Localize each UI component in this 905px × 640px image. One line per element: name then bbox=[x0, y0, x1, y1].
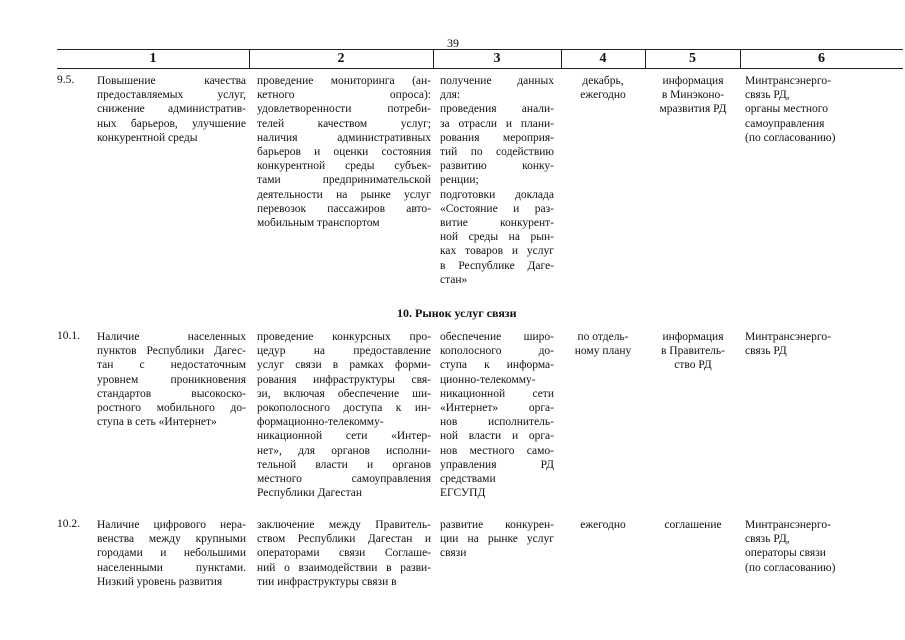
cell-line: конкурентной среды субъек- bbox=[257, 160, 431, 173]
cell-line: тами предпринимательской bbox=[257, 174, 431, 187]
cell-line: информация bbox=[662, 331, 724, 343]
document-cell bbox=[647, 74, 739, 117]
cell-line: в Минэконо- bbox=[661, 89, 725, 102]
cell-line: проведение конкурсных про- bbox=[257, 331, 431, 343]
column-header-4: 4 bbox=[599, 51, 607, 66]
cell-line: цедур на предоставление bbox=[257, 345, 431, 358]
cell-line: декабрь, bbox=[582, 75, 624, 87]
result-cell bbox=[440, 518, 554, 561]
cell-line: рокополосного доступа к ин- bbox=[257, 402, 431, 415]
cell-line: подготовки доклада bbox=[440, 188, 554, 201]
cell-line: тан с недостаточным bbox=[97, 359, 246, 372]
cell-line: информация bbox=[662, 75, 724, 87]
cell-line: ционно-телекомму- bbox=[440, 373, 536, 386]
cell-line: получение данных bbox=[440, 75, 554, 87]
result-cell bbox=[440, 330, 554, 500]
cell-line: проведение мониторинга (ан- bbox=[257, 75, 431, 87]
cell-line: населенными пунктами. bbox=[97, 561, 246, 574]
cell-line: наличия административных bbox=[257, 131, 431, 144]
cell-line: формационно-телекомму- bbox=[257, 416, 384, 429]
cell-line: управления РД bbox=[440, 458, 554, 471]
cell-line: «Интернет» орга- bbox=[440, 402, 554, 415]
cell-line: рования мероприя- bbox=[440, 131, 554, 144]
cell-line: в Правитель- bbox=[661, 345, 725, 358]
cell-line: ной среды на рын- bbox=[440, 231, 554, 244]
cell-line: связь РД, bbox=[745, 533, 790, 546]
problem-cell bbox=[97, 74, 246, 145]
cell-line: Республики Дагестан bbox=[257, 487, 362, 500]
column-header-2: 2 bbox=[337, 51, 345, 66]
cell-line: уровнем проникновения bbox=[97, 373, 246, 386]
cell-line: связь РД bbox=[745, 345, 787, 358]
cell-line: рования инфраструктуры свя- bbox=[257, 373, 431, 386]
cell-line: (по согласованию) bbox=[745, 561, 836, 574]
measure-cell bbox=[257, 330, 431, 500]
row-number: 10.1. bbox=[57, 330, 80, 342]
cell-line: ции на рынке услуг bbox=[440, 533, 554, 546]
cell-line: ростного мобильного до- bbox=[97, 402, 246, 415]
cell-line: Наличие цифрового нера- bbox=[97, 519, 246, 531]
cell-line: нет», для органов исполни- bbox=[257, 444, 431, 457]
cell-line: соглашение bbox=[664, 519, 722, 531]
deadline-cell bbox=[563, 74, 643, 102]
cell-line: ных барьеров, улучшение bbox=[97, 117, 246, 130]
cell-line: местного самоуправления bbox=[257, 473, 431, 486]
cell-line: проведения анали- bbox=[440, 103, 554, 116]
cell-line: обеспечение широ- bbox=[440, 331, 554, 343]
column-header-6: 6 bbox=[818, 51, 825, 66]
row-number: 9.5. bbox=[57, 74, 75, 86]
cell-line: ство РД bbox=[674, 359, 712, 372]
cell-line: связь РД, bbox=[745, 89, 790, 102]
cell-line: никационной сети «Интер- bbox=[257, 430, 431, 443]
cell-line: (по согласованию) bbox=[745, 131, 836, 144]
cell-line: средствами bbox=[440, 473, 496, 486]
cell-line: ступа в сеть «Интернет» bbox=[97, 416, 217, 429]
cell-line: зи, включая обеспечение ши- bbox=[257, 387, 431, 400]
cell-line: «Состояние и раз- bbox=[440, 202, 554, 215]
cell-line: связи bbox=[440, 547, 467, 560]
deadline-cell bbox=[563, 330, 643, 358]
cell-line: тии инфраструктуры связи в bbox=[257, 575, 397, 588]
cell-line: удовлетворенности потреби- bbox=[257, 103, 431, 116]
cell-line: витие конкурент- bbox=[440, 217, 554, 230]
cell-line: самоуправления bbox=[745, 117, 825, 130]
cell-line: ством Республики Дагестан и bbox=[257, 533, 431, 546]
cell-line: мобильным транспортом bbox=[257, 217, 380, 230]
cell-line: перевозок пассажиров авто- bbox=[257, 202, 431, 215]
problem-cell bbox=[97, 518, 246, 589]
cell-line: кетного опроса): bbox=[257, 89, 431, 102]
cell-line: операторами связи Соглаше- bbox=[257, 547, 431, 560]
cell-line: ежегодно bbox=[580, 519, 626, 531]
cell-line: Минтрансэнерго- bbox=[745, 519, 831, 531]
result-cell bbox=[440, 74, 554, 287]
responsible-cell bbox=[745, 518, 895, 575]
cell-line: развитие конкурен- bbox=[440, 519, 554, 531]
cell-line: венства между крупными bbox=[97, 533, 246, 546]
cell-line: ренции; bbox=[440, 174, 479, 187]
cell-line: стандартов высокоско- bbox=[97, 387, 246, 400]
cell-line: ний о взаимодействии в разви- bbox=[257, 561, 431, 574]
cell-line: в Республике Даге- bbox=[440, 259, 554, 272]
cell-line: предоставляемых услуг, bbox=[97, 89, 246, 102]
cell-line: по отдель- bbox=[577, 331, 629, 343]
section-title: 10. Рынок услуг связи bbox=[397, 306, 517, 320]
measure-cell bbox=[257, 518, 431, 589]
column-header-5: 5 bbox=[689, 51, 696, 66]
cell-line: Минтрансэнерго- bbox=[745, 75, 831, 87]
cell-line: ЕГСУПД bbox=[440, 487, 486, 500]
cell-line: телей качеством услуг; bbox=[257, 117, 431, 130]
page-number: 39 bbox=[447, 36, 459, 50]
cell-line: органы местного bbox=[745, 103, 828, 116]
column-header-3: 3 bbox=[493, 51, 501, 66]
cell-line: конкурентной среды bbox=[97, 131, 198, 144]
cell-line: тий по содействию bbox=[440, 146, 554, 159]
row-number: 10.2. bbox=[57, 518, 80, 530]
cell-line: кополосного до- bbox=[440, 345, 554, 358]
cell-line: стан» bbox=[440, 273, 468, 286]
cell-line: никационной сети bbox=[440, 387, 554, 400]
cell-line: Повышение качества bbox=[97, 75, 246, 87]
deadline-cell bbox=[563, 518, 643, 532]
cell-line: барьеров и оценки состояния bbox=[257, 146, 431, 159]
cell-line: Наличие населенных bbox=[97, 331, 246, 343]
cell-line: ному плану bbox=[574, 345, 632, 358]
cell-line: нов местного само- bbox=[440, 444, 554, 457]
cell-line: нов исполнитель- bbox=[440, 416, 554, 429]
cell-line: деятельности на рынке услуг bbox=[257, 188, 431, 201]
cell-line: заключение между Правитель- bbox=[257, 519, 431, 531]
problem-cell bbox=[97, 330, 246, 429]
cell-line: операторы связи bbox=[745, 547, 826, 560]
table-header-bottom-rule bbox=[57, 68, 903, 69]
document-cell bbox=[647, 330, 739, 373]
cell-line: ежегодно bbox=[580, 89, 626, 102]
document-cell bbox=[647, 518, 739, 532]
cell-line: городами и небольшими bbox=[97, 547, 246, 560]
cell-line: ступа к информа- bbox=[440, 359, 554, 372]
measure-cell bbox=[257, 74, 431, 230]
cell-line: тельной власти и органов bbox=[257, 458, 431, 471]
cell-line: за отрасли и плани- bbox=[440, 117, 554, 130]
cell-line: снижение административ- bbox=[97, 103, 246, 116]
cell-line: мразвития РД bbox=[659, 103, 727, 116]
cell-line: пунктов Республики Дагес- bbox=[97, 345, 246, 358]
cell-line: ках товаров и услуг bbox=[440, 245, 554, 258]
responsible-cell bbox=[745, 330, 895, 358]
cell-line: развитию конку- bbox=[440, 160, 554, 173]
table-header-top-rule bbox=[57, 49, 903, 50]
column-header-1: 1 bbox=[149, 51, 157, 66]
cell-line: для: bbox=[440, 89, 461, 102]
cell-line: Минтрансэнерго- bbox=[745, 331, 831, 343]
cell-line: Низкий уровень развития bbox=[97, 575, 223, 588]
cell-line: ной власти и орга- bbox=[440, 430, 554, 443]
responsible-cell bbox=[745, 74, 895, 145]
cell-line: услуг связи в рамках форми- bbox=[257, 359, 431, 372]
